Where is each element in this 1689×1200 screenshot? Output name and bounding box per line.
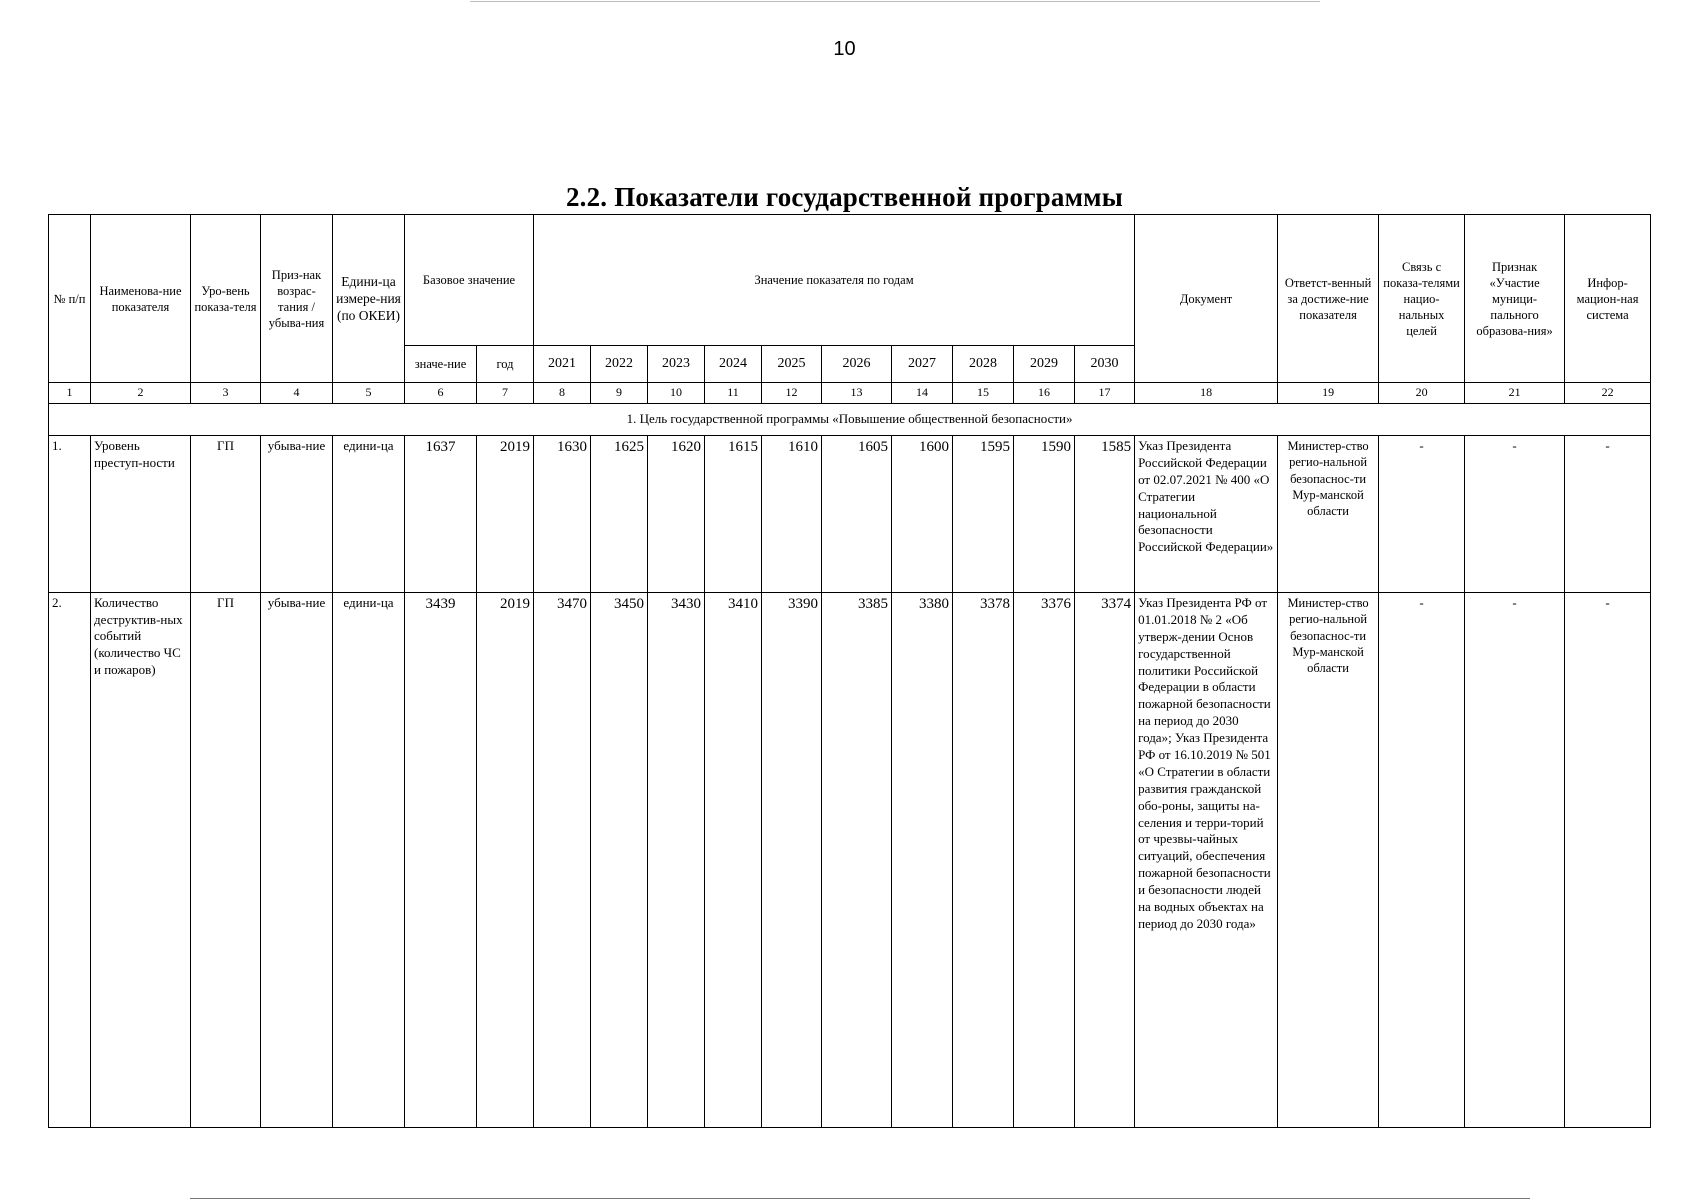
- year-value: 1585: [1075, 436, 1135, 593]
- municipal-participation: -: [1465, 593, 1565, 1128]
- indicator-level: ГП: [191, 436, 261, 593]
- column-number: 2: [91, 383, 191, 404]
- responsible-body: Министер-ство регио-нальной безопаснос-ти Мур-манской области: [1278, 436, 1379, 593]
- indicator-trend: убыва-ние: [261, 593, 333, 1128]
- base-year: 2019: [477, 436, 534, 593]
- document-text: Указ Президента Российской Федерации от 02.07.2021 № 400 «О Стратегии национальной безопасности Российской Федерации»: [1135, 436, 1278, 593]
- column-number-row: [49, 383, 1651, 404]
- page-title: 2.2. Показатели государственной программы: [565, 182, 1124, 212]
- header-base-year: год: [477, 346, 534, 383]
- year-value: 1625: [591, 436, 648, 593]
- column-number: 18: [1135, 383, 1278, 404]
- header-year: 2025: [762, 346, 822, 383]
- column-number: 15: [953, 383, 1014, 404]
- column-number: 6: [405, 383, 477, 404]
- column-number: 13: [822, 383, 892, 404]
- year-value: 3378: [953, 593, 1014, 1128]
- column-number: 7: [477, 383, 534, 404]
- document-text: Указ Президента РФ от 01.01.2018 № 2 «Об утверж-дении Основ государственной политики Российской Федерации в области пожарной безопасности на период до 2030 года»; Указ Президента РФ от 16.10.2019 № 501 «О Стратегии в области развития гражданской обо-роны, защиты на-селения и терри-торий от чрезвы-чайных ситуаций, обеспечения пожарной безопасности и безопасности людей на водных объектах на период до 2030 года»: [1135, 593, 1278, 1128]
- header-year: 2024: [705, 346, 762, 383]
- indicator-unit: едини-ца: [333, 436, 405, 593]
- column-number: 14: [892, 383, 953, 404]
- year-value: 1605: [822, 436, 892, 593]
- bottom-rule: [190, 1198, 1530, 1199]
- year-value: 1630: [534, 436, 591, 593]
- column-number: 21: [1465, 383, 1565, 404]
- header-level: Уро-вень показа-теля: [191, 215, 261, 383]
- goal-text: 1. Цель государственной программы «Повышение общественной безопасности»: [49, 404, 1651, 436]
- header-year: 2027: [892, 346, 953, 383]
- indicator-name: Количество деструктив-ных событий (количество ЧС и пожаров): [91, 593, 191, 1128]
- header-year: 2030: [1075, 346, 1135, 383]
- header-document: Документ: [1135, 215, 1278, 383]
- indicators-table: [48, 214, 1651, 1128]
- year-value: 3430: [648, 593, 705, 1128]
- page-number: 10: [833, 38, 856, 60]
- indicator-trend: убыва-ние: [261, 436, 333, 593]
- column-number: 3: [191, 383, 261, 404]
- column-number: 20: [1379, 383, 1465, 404]
- row-number: 1.: [49, 436, 91, 593]
- year-value: 3380: [892, 593, 953, 1128]
- header-responsible: Ответст-венный за достиже-ние показателя: [1278, 215, 1379, 383]
- table-row: [49, 436, 1651, 593]
- national-goals-link: -: [1379, 593, 1465, 1128]
- header-year: 2021: [534, 346, 591, 383]
- header-year: 2028: [953, 346, 1014, 383]
- info-system: -: [1565, 436, 1651, 593]
- year-value: 1620: [648, 436, 705, 593]
- year-value: 1590: [1014, 436, 1075, 593]
- year-value: 1600: [892, 436, 953, 593]
- header-info-system: Инфор-мацион-ная система: [1565, 215, 1651, 383]
- header-unit: Едини-ца измере-ния (по ОКЕИ): [333, 215, 405, 383]
- column-number: 1: [49, 383, 91, 404]
- column-number: 10: [648, 383, 705, 404]
- table-row: [49, 593, 1651, 1128]
- header-trend: Приз-нак возрас-тания / убыва-ния: [261, 215, 333, 383]
- base-value: 1637: [405, 436, 477, 593]
- year-value: 3374: [1075, 593, 1135, 1128]
- indicator-level: ГП: [191, 593, 261, 1128]
- header-name: Наименова-ние показателя: [91, 215, 191, 383]
- year-value: 3390: [762, 593, 822, 1128]
- year-value: 3385: [822, 593, 892, 1128]
- header-year: 2029: [1014, 346, 1075, 383]
- row-number: 2.: [49, 593, 91, 1128]
- column-number: 12: [762, 383, 822, 404]
- header-base: Базовое значение: [405, 215, 534, 346]
- column-number: 16: [1014, 383, 1075, 404]
- national-goals-link: -: [1379, 436, 1465, 593]
- goal-row: [49, 404, 1651, 436]
- header-no: № п/п: [49, 215, 91, 383]
- base-year: 2019: [477, 593, 534, 1128]
- column-number: 11: [705, 383, 762, 404]
- top-rule: [470, 1, 1320, 2]
- column-number: 17: [1075, 383, 1135, 404]
- column-number: 22: [1565, 383, 1651, 404]
- header-year: 2022: [591, 346, 648, 383]
- year-value: 3376: [1014, 593, 1075, 1128]
- indicator-unit: едини-ца: [333, 593, 405, 1128]
- column-number: 4: [261, 383, 333, 404]
- year-value: 3410: [705, 593, 762, 1128]
- header-national-goals-link: Связь с показа-телями нацио-нальных целей: [1379, 215, 1465, 383]
- year-value: 3470: [534, 593, 591, 1128]
- year-value: 1610: [762, 436, 822, 593]
- municipal-participation: -: [1465, 436, 1565, 593]
- column-number: 9: [591, 383, 648, 404]
- header-year: 2023: [648, 346, 705, 383]
- info-system: -: [1565, 593, 1651, 1128]
- header-municipal-participation: Признак «Участие муници-пального образова-ния»: [1465, 215, 1565, 383]
- base-value: 3439: [405, 593, 477, 1128]
- header-year: 2026: [822, 346, 892, 383]
- responsible-body: Министер-ство регио-нальной безопаснос-ти Мур-манской области: [1278, 593, 1379, 1128]
- header-by-years: Значение показателя по годам: [534, 215, 1135, 346]
- column-number: 19: [1278, 383, 1379, 404]
- year-value: 1615: [705, 436, 762, 593]
- column-number: 8: [534, 383, 591, 404]
- header-base-value: значе-ние: [405, 346, 477, 383]
- indicator-name: Уровень преступ-ности: [91, 436, 191, 593]
- column-number: 5: [333, 383, 405, 404]
- year-value: 1595: [953, 436, 1014, 593]
- year-value: 3450: [591, 593, 648, 1128]
